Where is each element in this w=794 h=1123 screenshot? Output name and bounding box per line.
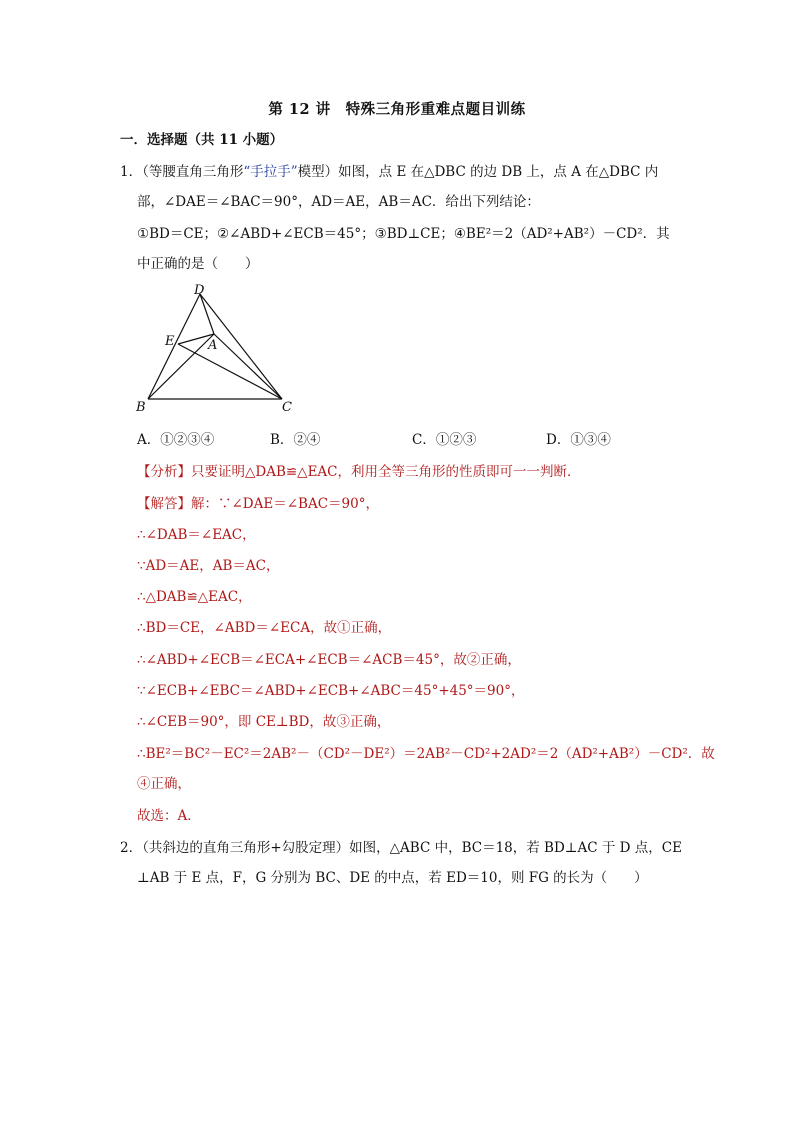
answer-line-3: ∵AD＝AE，AB＝AC， [137, 558, 280, 574]
q1-line-2: 部，∠DAE＝∠BAC＝90°，AD＝AE，AB＝AC．给出下列结论： [137, 194, 540, 210]
analysis [137, 460, 581, 480]
q2-line-2: ⊥AB 于 E 点，F，G 分别为 BC、DE 的中点，若 ED＝10，则 FG 的长为（ ） [137, 870, 648, 886]
answer-line-11: 故选：A． [137, 808, 201, 824]
option-c[interactable]: C．①②③ [412, 432, 477, 448]
answer-line-10: ④正确， [137, 776, 191, 792]
page-title: 第 12 讲 特殊三角形重难点题目训练 [268, 101, 526, 118]
answer-line-5: ∴BD＝CE，∠ABD＝∠ECA，故①正确， [137, 620, 392, 636]
label-A: A [208, 338, 218, 353]
answer-line-4: ∴△DAB≌△EAC， [137, 589, 252, 605]
q1-line-4: 中正确的是（ ） [137, 256, 259, 272]
answer-line-7: ∵∠ECB+∠EBC＝∠ABD+∠ECB+∠ABC＝45°+45°＝90°， [137, 683, 525, 699]
label-E: E [165, 334, 175, 349]
q2-line1-text: （共斜边的直角三角形+勾股定理）如图，△ABC 中，BC＝18，若 BD⊥AC 于 D 点，CE [142, 840, 682, 856]
option-b[interactable]: B．②④ [270, 432, 321, 448]
answer-label: 【解答】 [137, 496, 191, 512]
q1-line-3: ①BD＝CE；②∠ABD+∠ECB＝45°；③BD⊥CE；④BE²＝2（AD²+AB²）－CD²．其 [137, 226, 670, 242]
answer-line-6: ∴∠ABD+∠ECB＝∠ECA+∠ECB＝∠ACB＝45°，故②正确， [137, 652, 521, 668]
section-heading: 一．选择题（共 11 小题） [120, 132, 284, 148]
q1-line-1 [120, 160, 658, 180]
option-d[interactable]: D．①③④ [546, 432, 611, 448]
label-D: D [194, 283, 205, 298]
q1-line1-rest: 如图，点 E 在△DBC 的边 DB 上，点 A 在△DBC 内 [338, 164, 659, 180]
segment-DA [200, 294, 214, 334]
q2-number: 2． [120, 840, 143, 856]
triangle-figure [130, 278, 310, 418]
segment-EC [178, 344, 282, 399]
segment-AC [214, 334, 282, 399]
answer-line-2: ∴∠DAB＝∠EAC， [137, 527, 256, 543]
answer-line-8: ∴∠CEB＝90°，即 CE⊥BD，故③正确， [137, 714, 391, 730]
q1-number: 1． [120, 164, 143, 180]
option-a[interactable]: A．①②③④ [137, 432, 215, 448]
analysis-text: 只要证明△DAB≌△EAC，利用全等三角形的性质即可一一判断． [191, 464, 581, 480]
answer-text-1: 解：∵∠DAE＝∠BAC＝90°， [191, 496, 379, 512]
analysis-label: 【分析】 [137, 464, 191, 480]
q1-options [137, 428, 657, 448]
q1-tag-model: “手拉手” [243, 164, 298, 180]
q1-tag-close: 模型） [297, 164, 339, 180]
answer-line-1 [137, 492, 379, 512]
label-C: C [282, 400, 292, 415]
q2-line-1 [120, 836, 682, 856]
answer-line-9: ∴BE²＝BC²－EC²＝2AB²－（CD²－DE²）＝2AB²－CD²+2AD²＝2（AD²+AB²）－CD²．故 [137, 746, 715, 762]
q1-tag-open: （等腰直角三角形 [142, 164, 244, 180]
label-B: B [136, 400, 146, 415]
